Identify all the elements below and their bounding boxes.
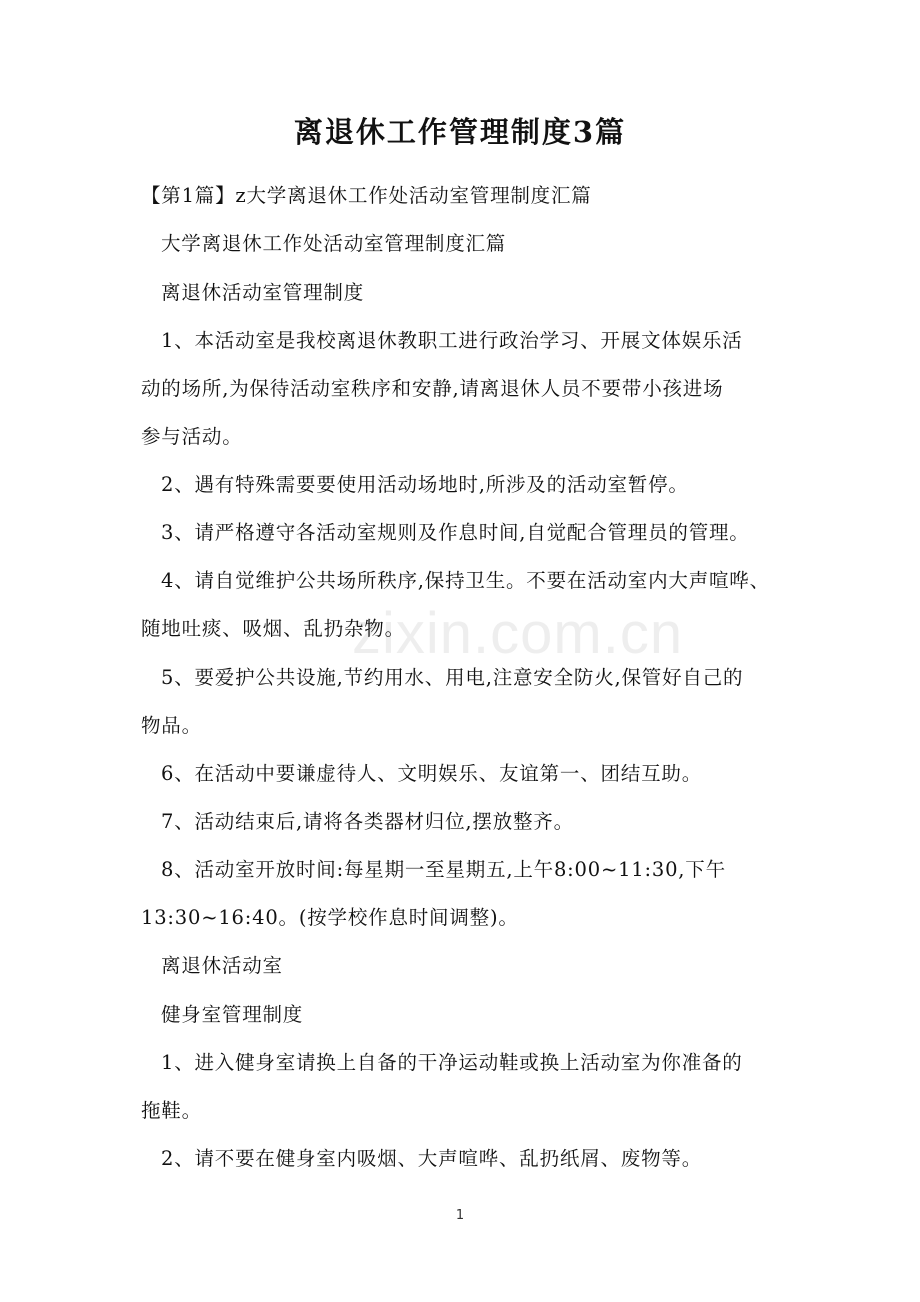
paragraph-line: 1、进入健身室请换上自备的干净运动鞋或换上活动室为你准备的 — [161, 1051, 743, 1074]
section-heading: 【第1篇】z大学离退休工作处活动室管理制度汇篇 — [141, 184, 592, 207]
paragraph-line: 参与活动。 — [141, 425, 243, 448]
watermark: zixin.com.cn — [352, 601, 684, 666]
paragraph-line: 1、本活动室是我校离退休教职工进行政治学习、开展文体娱乐活 — [161, 329, 743, 352]
paragraph-line: 2、请不要在健身室内吸烟、大声喧哗、乱扔纸屑、废物等。 — [161, 1147, 703, 1170]
paragraph-line: 动的场所,为保待活动室秩序和安静,请离退休人员不要带小孩进场 — [141, 377, 724, 400]
document-title: 离退休工作管理制度3篇 — [293, 115, 627, 149]
paragraph-line: 13:30~16:40。(按学校作息时间调整)。 — [141, 906, 519, 929]
paragraph-line: 拖鞋。 — [141, 1099, 202, 1122]
paragraph-line: 4、请自觉维护公共场所秩序,保持卫生。不要在活动室内大声喧哗、 — [161, 569, 770, 592]
paragraph-line: 健身室管理制度 — [161, 1003, 304, 1026]
paragraph-line: 离退休活动室管理制度 — [161, 281, 365, 304]
paragraph-line: 大学离退休工作处活动室管理制度汇篇 — [161, 232, 507, 255]
paragraph-line: 5、要爱护公共设施,节约用水、用电,注意安全防火,保管好自己的 — [161, 666, 744, 689]
paragraph-line: 离退休活动室 — [161, 954, 283, 977]
paragraph-line: 7、活动结束后,请将各类器材归位,摆放整齐。 — [161, 810, 574, 833]
paragraph-line: 6、在活动中要谦虚待人、文明娱乐、友谊第一、团结互助。 — [161, 762, 703, 785]
page-number: 1 — [455, 1208, 465, 1223]
paragraph-line: 2、遇有特殊需要要使用活动场地时,所涉及的活动室暂停。 — [161, 473, 689, 496]
paragraph-line: 随地吐痰、吸烟、乱扔杂物。 — [141, 617, 405, 640]
paragraph-line: 8、活动室开放时间:每星期一至星期五,上午8:00~11:30,下午 — [161, 858, 726, 881]
paragraph-line: 物品。 — [141, 714, 202, 737]
paragraph-line: 3、请严格遵守各活动室规则及作息时间,自觉配合管理员的管理。 — [161, 521, 750, 544]
